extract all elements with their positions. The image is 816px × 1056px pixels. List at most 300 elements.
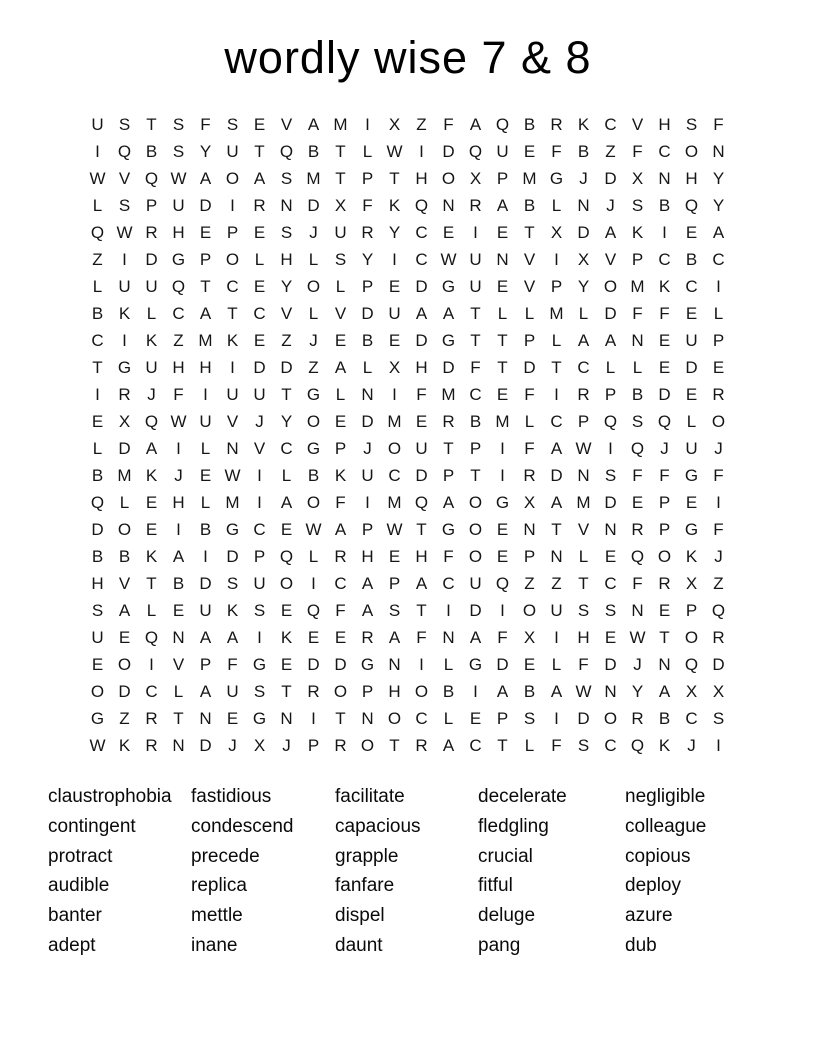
- grid-letter: U: [226, 141, 239, 161]
- grid-letter: X: [388, 357, 401, 377]
- grid-letter: O: [225, 168, 240, 188]
- grid-letter: Q: [144, 627, 159, 647]
- grid-letter: N: [604, 681, 617, 701]
- grid-letter: O: [603, 708, 618, 728]
- grid-letter: L: [551, 195, 562, 215]
- grid-letter: F: [659, 465, 670, 485]
- grid-letter: A: [469, 627, 482, 647]
- grid-letter: O: [387, 438, 402, 458]
- grid-letter: E: [253, 114, 266, 134]
- grid-letter: T: [281, 384, 292, 404]
- grid-letter: C: [604, 573, 617, 593]
- grid-letter: U: [199, 600, 212, 620]
- grid-letter: T: [173, 708, 184, 728]
- grid-letter: R: [253, 195, 266, 215]
- grid-letter: N: [226, 438, 239, 458]
- grid-letter: E: [685, 384, 698, 404]
- grid-letter: I: [149, 654, 154, 674]
- grid-letter: T: [146, 573, 157, 593]
- grid-letter: K: [631, 222, 644, 242]
- grid-letter: Z: [551, 573, 562, 593]
- word-list-item: deluge: [478, 905, 536, 927]
- grid-letter: Q: [684, 195, 699, 215]
- grid-letter: P: [685, 600, 698, 620]
- word-list-item: fanfare: [335, 875, 395, 897]
- grid-letter: E: [496, 546, 509, 566]
- grid-letter: I: [419, 141, 424, 161]
- grid-letter: M: [441, 384, 456, 404]
- grid-letter: O: [387, 708, 402, 728]
- grid-letter: A: [199, 627, 212, 647]
- grid-letter: Y: [199, 141, 212, 161]
- grid-letter: W: [170, 168, 187, 188]
- grid-letter: U: [415, 438, 428, 458]
- grid-letter: E: [496, 384, 509, 404]
- grid-letter: A: [604, 222, 617, 242]
- grid-letter: F: [632, 573, 643, 593]
- grid-letter: B: [118, 546, 131, 566]
- grid-letter: W: [575, 438, 592, 458]
- grid-letter: A: [442, 303, 455, 323]
- grid-letter: U: [550, 600, 563, 620]
- grid-letter: C: [658, 141, 671, 161]
- word-list-item: audible: [48, 875, 110, 897]
- grid-letter: E: [226, 708, 239, 728]
- grid-letter: S: [118, 114, 131, 134]
- grid-letter: O: [657, 546, 672, 566]
- grid-letter: H: [361, 546, 374, 566]
- grid-letter: D: [307, 195, 320, 215]
- grid-letter: P: [361, 276, 374, 296]
- grid-letter: E: [442, 222, 455, 242]
- grid-letter: I: [419, 654, 424, 674]
- grid-letter: K: [577, 114, 590, 134]
- grid-letter: G: [684, 465, 699, 485]
- grid-letter: V: [523, 276, 536, 296]
- grid-letter: G: [306, 384, 321, 404]
- grid-letter: N: [550, 546, 563, 566]
- grid-letter: A: [334, 519, 347, 539]
- grid-letter: B: [658, 195, 671, 215]
- grid-letter: P: [658, 492, 671, 512]
- grid-letter: X: [523, 492, 536, 512]
- grid-letter: E: [334, 627, 347, 647]
- grid-letter: B: [523, 681, 536, 701]
- grid-letter: L: [362, 141, 373, 161]
- grid-letter: C: [226, 276, 239, 296]
- grid-letter: D: [604, 492, 617, 512]
- grid-letter: M: [630, 276, 645, 296]
- grid-letter: B: [307, 465, 320, 485]
- grid-letter: T: [416, 600, 427, 620]
- grid-letter: K: [118, 735, 131, 755]
- word-list-item: replica: [191, 875, 247, 897]
- grid-letter: X: [334, 195, 347, 215]
- grid-letter: T: [443, 438, 454, 458]
- grid-letter: B: [91, 465, 104, 485]
- word-list-item: adept: [48, 934, 96, 956]
- word-list-item: colleague: [625, 815, 707, 837]
- grid-letter: P: [550, 276, 563, 296]
- grid-letter: R: [469, 195, 482, 215]
- grid-letter: A: [550, 492, 563, 512]
- grid-letter: V: [334, 303, 347, 323]
- grid-letter: T: [254, 141, 265, 161]
- grid-letter: P: [631, 249, 644, 269]
- grid-letter: A: [334, 357, 347, 377]
- grid-letter: Q: [414, 492, 429, 512]
- grid-letter: D: [577, 708, 590, 728]
- grid-letter: F: [335, 600, 346, 620]
- grid-letter: H: [577, 627, 590, 647]
- grid-letter: A: [469, 114, 482, 134]
- grid-letter: N: [523, 519, 536, 539]
- grid-letter: D: [577, 222, 590, 242]
- grid-letter: J: [660, 438, 669, 458]
- grid-letter: F: [416, 627, 427, 647]
- grid-letter: E: [145, 519, 158, 539]
- grid-letter: T: [497, 357, 508, 377]
- grid-letter: B: [523, 114, 536, 134]
- grid-letter: Y: [631, 681, 644, 701]
- grid-letter: F: [551, 735, 562, 755]
- grid-letter: N: [631, 600, 644, 620]
- grid-letter: B: [91, 546, 104, 566]
- grid-letter: Z: [713, 573, 724, 593]
- grid-letter: E: [280, 519, 293, 539]
- grid-letter: G: [441, 276, 456, 296]
- grid-letter: L: [524, 411, 535, 431]
- grid-letter: D: [199, 573, 212, 593]
- grid-letter: A: [442, 492, 455, 512]
- grid-letter: D: [118, 438, 131, 458]
- grid-letter: O: [711, 411, 726, 431]
- grid-letter: I: [716, 735, 721, 755]
- grid-letter: G: [117, 357, 132, 377]
- grid-letter: K: [388, 195, 401, 215]
- grid-letter: W: [386, 141, 403, 161]
- grid-letter: P: [334, 438, 347, 458]
- grid-letter: I: [176, 519, 181, 539]
- grid-letter: U: [685, 438, 698, 458]
- grid-letter: L: [92, 276, 103, 296]
- grid-letter: H: [172, 492, 185, 512]
- grid-letter: P: [469, 438, 482, 458]
- grid-letter: H: [172, 357, 185, 377]
- grid-letter: B: [91, 303, 104, 323]
- grid-letter: N: [280, 195, 293, 215]
- grid-letter: E: [388, 276, 401, 296]
- grid-letter: N: [577, 195, 590, 215]
- grid-letter: U: [361, 465, 374, 485]
- grid-letter: Z: [524, 573, 535, 593]
- grid-letter: A: [280, 492, 293, 512]
- grid-letter: T: [578, 573, 589, 593]
- grid-letter: U: [685, 330, 698, 350]
- grid-letter: R: [631, 708, 644, 728]
- grid-letter: H: [415, 168, 428, 188]
- grid-letter: S: [280, 168, 293, 188]
- grid-letter: D: [361, 411, 374, 431]
- grid-letter: L: [308, 546, 319, 566]
- grid-letter: A: [145, 438, 158, 458]
- grid-letter: E: [199, 222, 212, 242]
- grid-letter: Q: [279, 141, 294, 161]
- grid-letter: J: [309, 330, 318, 350]
- grid-letter: V: [118, 168, 131, 188]
- grid-letter: Z: [416, 114, 427, 134]
- grid-letter: B: [469, 411, 482, 431]
- grid-letter: L: [146, 303, 157, 323]
- word-list-item: deploy: [625, 875, 681, 897]
- grid-letter: F: [632, 303, 643, 323]
- grid-letter: E: [253, 222, 266, 242]
- grid-letter: A: [550, 681, 563, 701]
- grid-letter: A: [199, 681, 212, 701]
- grid-letter: O: [468, 492, 483, 512]
- grid-letter: P: [226, 222, 239, 242]
- grid-letter: E: [658, 600, 671, 620]
- grid-letter: E: [496, 222, 509, 242]
- grid-letter: X: [253, 735, 266, 755]
- grid-letter: B: [442, 681, 455, 701]
- grid-letter: X: [712, 681, 725, 701]
- grid-letter: S: [118, 195, 131, 215]
- grid-letter: B: [631, 384, 644, 404]
- grid-letter: E: [712, 357, 725, 377]
- grid-letter: A: [307, 114, 320, 134]
- grid-letter: Q: [171, 276, 186, 296]
- grid-letter: D: [415, 465, 428, 485]
- grid-letter: I: [392, 249, 397, 269]
- grid-letter: B: [658, 708, 671, 728]
- grid-letter: C: [145, 681, 158, 701]
- grid-letter: E: [199, 465, 212, 485]
- grid-letter: T: [335, 168, 346, 188]
- grid-letter: K: [658, 735, 671, 755]
- grid-letter: D: [334, 654, 347, 674]
- grid-letter: O: [468, 546, 483, 566]
- grid-letter: F: [713, 519, 724, 539]
- grid-letter: U: [334, 222, 347, 242]
- grid-letter: X: [577, 249, 590, 269]
- grid-letter: T: [551, 519, 562, 539]
- grid-letter: O: [414, 681, 429, 701]
- grid-letter: B: [685, 249, 698, 269]
- grid-letter: A: [172, 546, 185, 566]
- grid-letter: A: [253, 168, 266, 188]
- word-list-item: copious: [625, 845, 691, 867]
- grid-letter: T: [659, 627, 670, 647]
- grid-letter: D: [685, 357, 698, 377]
- grid-letter: F: [362, 195, 373, 215]
- grid-letter: I: [554, 708, 559, 728]
- grid-letter: E: [334, 330, 347, 350]
- grid-letter: F: [632, 141, 643, 161]
- grid-letter: I: [230, 195, 235, 215]
- grid-letter: I: [176, 438, 181, 458]
- grid-letter: V: [253, 438, 266, 458]
- grid-letter: J: [606, 195, 615, 215]
- grid-letter: L: [578, 546, 589, 566]
- grid-letter: C: [685, 708, 698, 728]
- grid-letter: O: [684, 141, 699, 161]
- grid-letter: H: [199, 357, 212, 377]
- grid-letter: T: [281, 681, 292, 701]
- grid-letter: D: [442, 357, 455, 377]
- grid-letter: K: [685, 546, 698, 566]
- grid-letter: I: [257, 492, 262, 512]
- grid-letter: S: [253, 600, 266, 620]
- grid-letter: F: [200, 114, 211, 134]
- grid-letter: P: [604, 384, 617, 404]
- grid-letter: Y: [280, 276, 293, 296]
- grid-letter: Q: [684, 654, 699, 674]
- grid-letter: A: [712, 222, 725, 242]
- word-list-item: fastidious: [191, 786, 272, 807]
- grid-letter: G: [252, 654, 267, 674]
- word-list-item: capacious: [335, 815, 421, 837]
- grid-letter: O: [117, 519, 132, 539]
- grid-letter: V: [226, 411, 239, 431]
- grid-letter: Q: [657, 411, 672, 431]
- grid-letter: F: [443, 546, 454, 566]
- grid-letter: M: [117, 465, 132, 485]
- grid-letter: T: [200, 276, 211, 296]
- word-list-item: banter: [48, 905, 102, 927]
- grid-letter: Y: [280, 411, 293, 431]
- grid-letter: E: [685, 222, 698, 242]
- grid-letter: I: [473, 222, 478, 242]
- grid-letter: K: [280, 627, 293, 647]
- grid-letter: O: [306, 411, 321, 431]
- grid-letter: U: [226, 681, 239, 701]
- grid-letter: O: [306, 492, 321, 512]
- grid-letter: P: [496, 168, 509, 188]
- grid-letter: G: [225, 519, 240, 539]
- grid-letter: T: [551, 357, 562, 377]
- grid-letter: A: [442, 735, 455, 755]
- grid-letter: L: [632, 357, 643, 377]
- grid-letter: Y: [577, 276, 590, 296]
- word-list-item: mettle: [191, 905, 243, 927]
- grid-letter: A: [496, 681, 509, 701]
- grid-letter: C: [577, 357, 590, 377]
- grid-letter: F: [659, 303, 670, 323]
- grid-letter: P: [523, 546, 536, 566]
- grid-letter: L: [524, 303, 535, 323]
- word-list-item: protract: [48, 845, 113, 867]
- grid-letter: I: [554, 249, 559, 269]
- grid-letter: K: [658, 276, 671, 296]
- grid-letter: R: [145, 708, 158, 728]
- grid-letter: M: [522, 168, 537, 188]
- grid-letter: M: [495, 411, 510, 431]
- grid-letter: C: [442, 573, 455, 593]
- grid-letter: I: [716, 276, 721, 296]
- grid-letter: W: [170, 411, 187, 431]
- grid-letter: Y: [388, 222, 401, 242]
- grid-letter: N: [388, 654, 401, 674]
- grid-letter: P: [361, 681, 374, 701]
- grid-letter: P: [361, 168, 374, 188]
- grid-letter: N: [280, 708, 293, 728]
- grid-letter: G: [252, 708, 267, 728]
- grid-letter: L: [200, 438, 211, 458]
- grid-letter: A: [388, 627, 401, 647]
- grid-letter: T: [335, 708, 346, 728]
- grid-letter: L: [551, 330, 562, 350]
- grid-letter: I: [500, 465, 505, 485]
- grid-letter: G: [441, 519, 456, 539]
- grid-letter: G: [441, 330, 456, 350]
- grid-letter: E: [604, 627, 617, 647]
- grid-letter: D: [145, 249, 158, 269]
- grid-letter: R: [361, 627, 374, 647]
- grid-letter: X: [631, 168, 644, 188]
- grid-letter: E: [172, 600, 185, 620]
- grid-letter: D: [199, 735, 212, 755]
- grid-letter: P: [388, 573, 401, 593]
- grid-letter: P: [658, 519, 671, 539]
- grid-letter: K: [226, 330, 239, 350]
- grid-letter: S: [253, 681, 266, 701]
- grid-letter: L: [92, 438, 103, 458]
- grid-letter: I: [500, 438, 505, 458]
- grid-letter: J: [687, 735, 696, 755]
- grid-letter: R: [145, 222, 158, 242]
- word-list-item: dispel: [335, 905, 385, 927]
- page-title: wordly wise 7 & 8: [224, 32, 592, 83]
- grid-letter: D: [604, 654, 617, 674]
- grid-letter: D: [415, 330, 428, 350]
- grid-letter: W: [89, 168, 106, 188]
- grid-letter: E: [658, 330, 671, 350]
- grid-letter: C: [604, 735, 617, 755]
- grid-letter: U: [118, 276, 131, 296]
- grid-letter: A: [415, 303, 428, 323]
- grid-letter: L: [146, 600, 157, 620]
- grid-letter: E: [118, 627, 131, 647]
- grid-letter: V: [172, 654, 185, 674]
- grid-letter: D: [496, 654, 509, 674]
- grid-letter: Q: [117, 141, 132, 161]
- grid-letter: X: [550, 222, 563, 242]
- grid-letter: O: [117, 654, 132, 674]
- grid-letter: C: [712, 249, 725, 269]
- grid-letter: C: [550, 411, 563, 431]
- grid-letter: X: [469, 168, 482, 188]
- grid-letter: L: [362, 357, 373, 377]
- grid-letter: J: [255, 411, 264, 431]
- grid-letter: R: [712, 627, 725, 647]
- grid-letter: I: [365, 114, 370, 134]
- grid-letter: J: [147, 384, 156, 404]
- grid-letter: R: [577, 384, 590, 404]
- grid-letter: I: [203, 384, 208, 404]
- grid-letter: J: [714, 438, 723, 458]
- grid-letter: A: [496, 195, 509, 215]
- grid-letter: M: [198, 330, 213, 350]
- grid-letter: G: [306, 438, 321, 458]
- grid-letter: M: [549, 303, 564, 323]
- grid-letter: C: [172, 303, 185, 323]
- grid-letter: G: [468, 654, 483, 674]
- grid-letter: K: [145, 465, 158, 485]
- grid-letter: Z: [308, 357, 319, 377]
- grid-letter: T: [416, 519, 427, 539]
- grid-letter: S: [388, 600, 401, 620]
